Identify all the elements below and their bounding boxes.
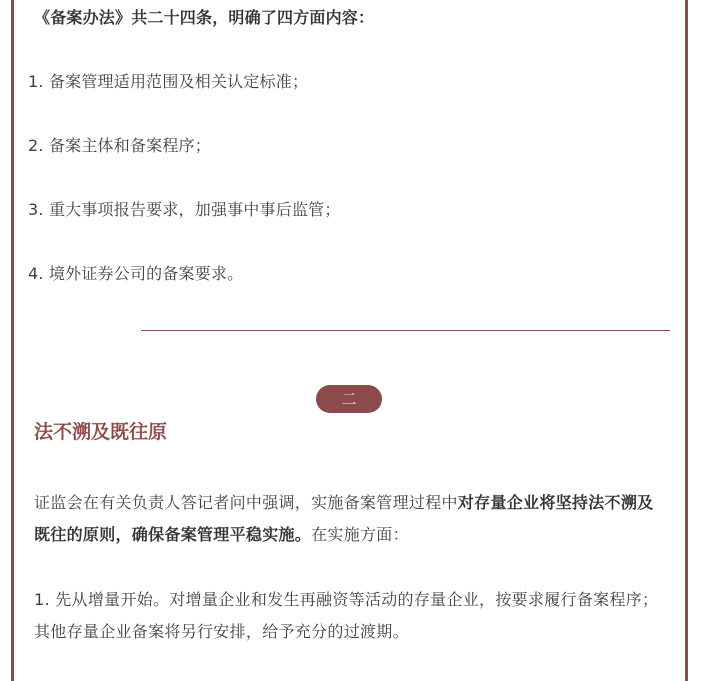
intro-bold-line: 《备案办法》共二十四条，明确了四方面内容：	[34, 8, 375, 27]
section-divider	[141, 330, 670, 331]
list-item-2: 2. 备案主体和备案程序；	[28, 136, 211, 155]
paragraph-1-start: 证监会在有关负责人答记者问中强调，实施备案管理过程中	[34, 493, 458, 512]
section-number-badge: 二	[316, 385, 382, 413]
paragraph-1	[34, 487, 666, 551]
list-item-1: 1. 备案管理适用范围及相关认定标准；	[28, 72, 309, 91]
paragraph-1-end: 在实施方面：	[311, 525, 409, 544]
list-item-3: 3. 重大事项报告要求，加强事中事后监管；	[28, 200, 341, 219]
section-title: 法不溯及既往原	[34, 421, 168, 443]
paragraph-2: 1. 先从增量开始。对增量企业和发生再融资等活动的存量企业，按要求履行备案程序；其他存量企业备案将另行安排，给予充分的过渡期。	[34, 590, 659, 641]
list-item-4: 4. 境外证券公司的备案要求。	[28, 264, 244, 283]
paragraph-1-bold: 对存量企业将坚持法不溯及既往的原则，确保备案管理平稳实施。	[34, 493, 654, 544]
right-border	[685, 0, 688, 681]
left-border	[11, 0, 14, 681]
